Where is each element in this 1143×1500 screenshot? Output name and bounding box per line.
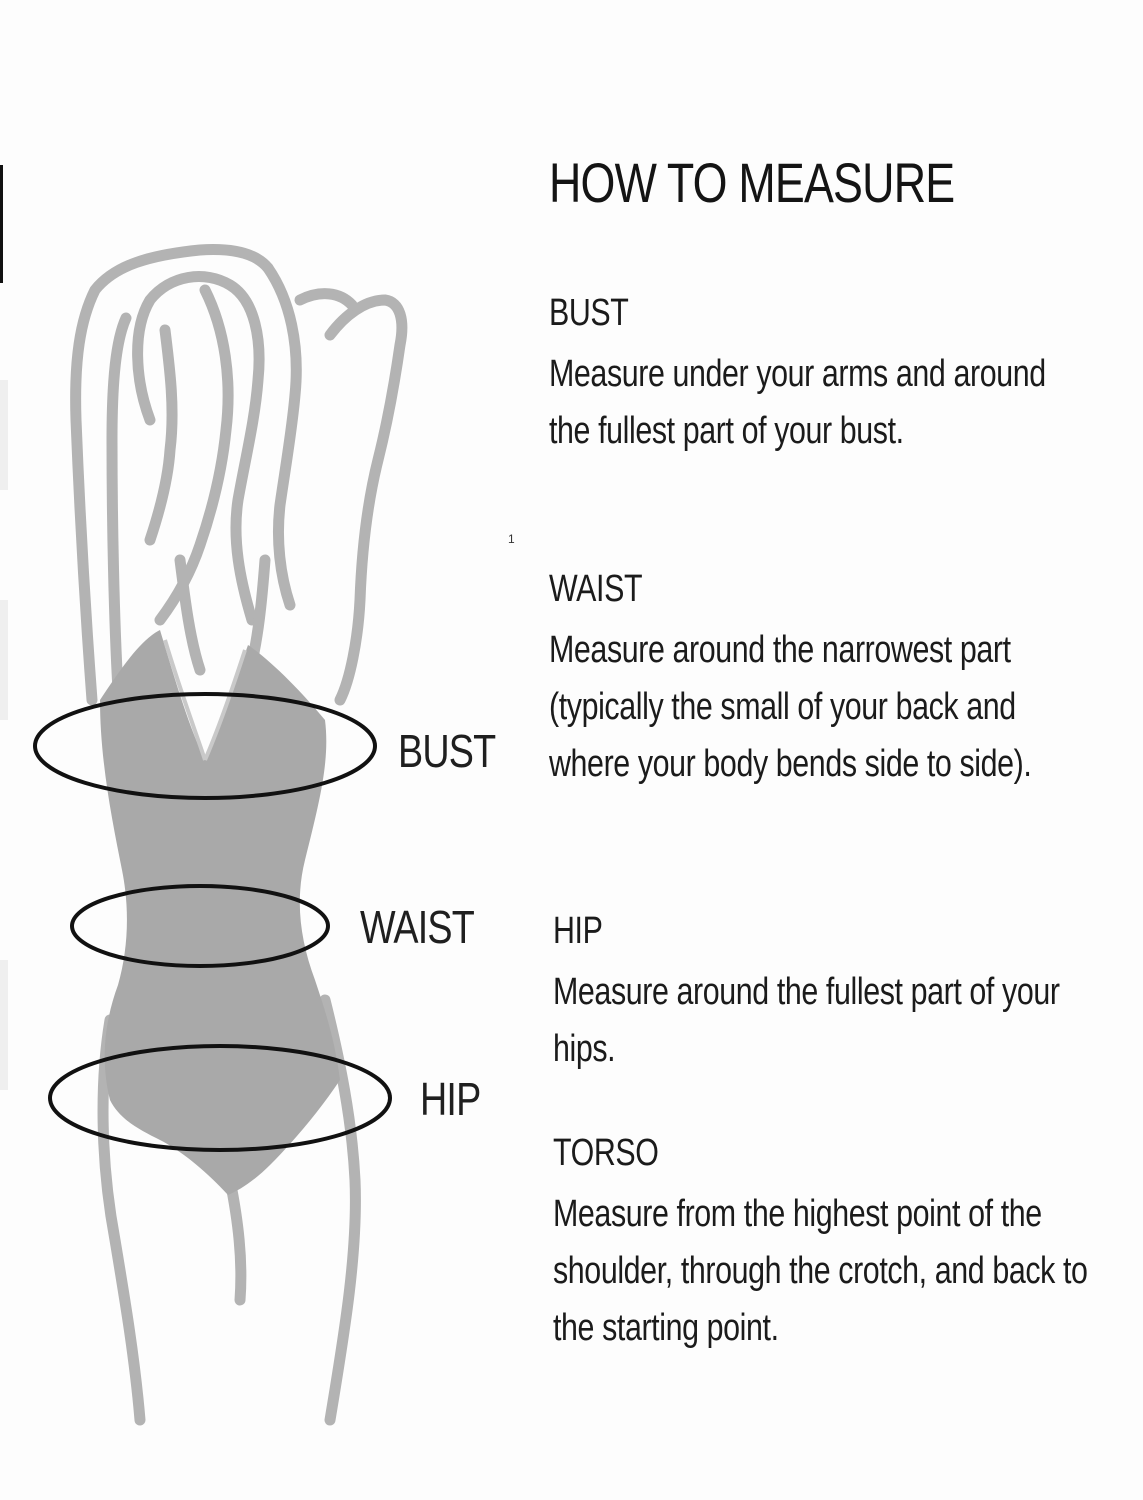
bust-ring-label: BUST xyxy=(398,725,496,777)
bust-section xyxy=(549,288,1143,460)
section-heading: TORSO xyxy=(553,1132,659,1174)
hair-right-outline xyxy=(268,268,296,605)
left-arm-inner xyxy=(112,318,126,690)
waist-ring-label: WAIST xyxy=(360,901,474,953)
inner-thigh-outline xyxy=(230,1180,241,1300)
woman-silhouette-icon xyxy=(0,230,520,1500)
page-title: HOW TO MEASURE xyxy=(549,151,955,214)
hip-ring-label: HIP xyxy=(420,1073,481,1125)
section-body: Measure around the fullest part of your hips. xyxy=(553,971,1060,1070)
section-body: Measure under your arms and around the fullest part of your bust. xyxy=(549,353,1046,452)
stray-mark: 1 xyxy=(508,532,515,546)
section-heading: WAIST xyxy=(549,568,643,610)
section-heading: BUST xyxy=(549,292,629,334)
swimsuit-shape xyxy=(100,630,340,1195)
hair-outline xyxy=(138,277,259,620)
section-body: Measure around the narrowest part (typically the small of your back and where your body bends side to side). xyxy=(549,629,1032,785)
waist-section xyxy=(549,564,1143,793)
section-body: Measure from the highest point of the shoulder, through the crotch, and back to the starting point. xyxy=(553,1193,1088,1349)
face-outline xyxy=(150,330,172,540)
section-heading: HIP xyxy=(553,910,603,952)
hip-section xyxy=(553,906,1143,1078)
right-arm-outline xyxy=(330,300,402,700)
torso-section xyxy=(553,1128,1143,1357)
right-elbow-outline xyxy=(300,294,352,305)
